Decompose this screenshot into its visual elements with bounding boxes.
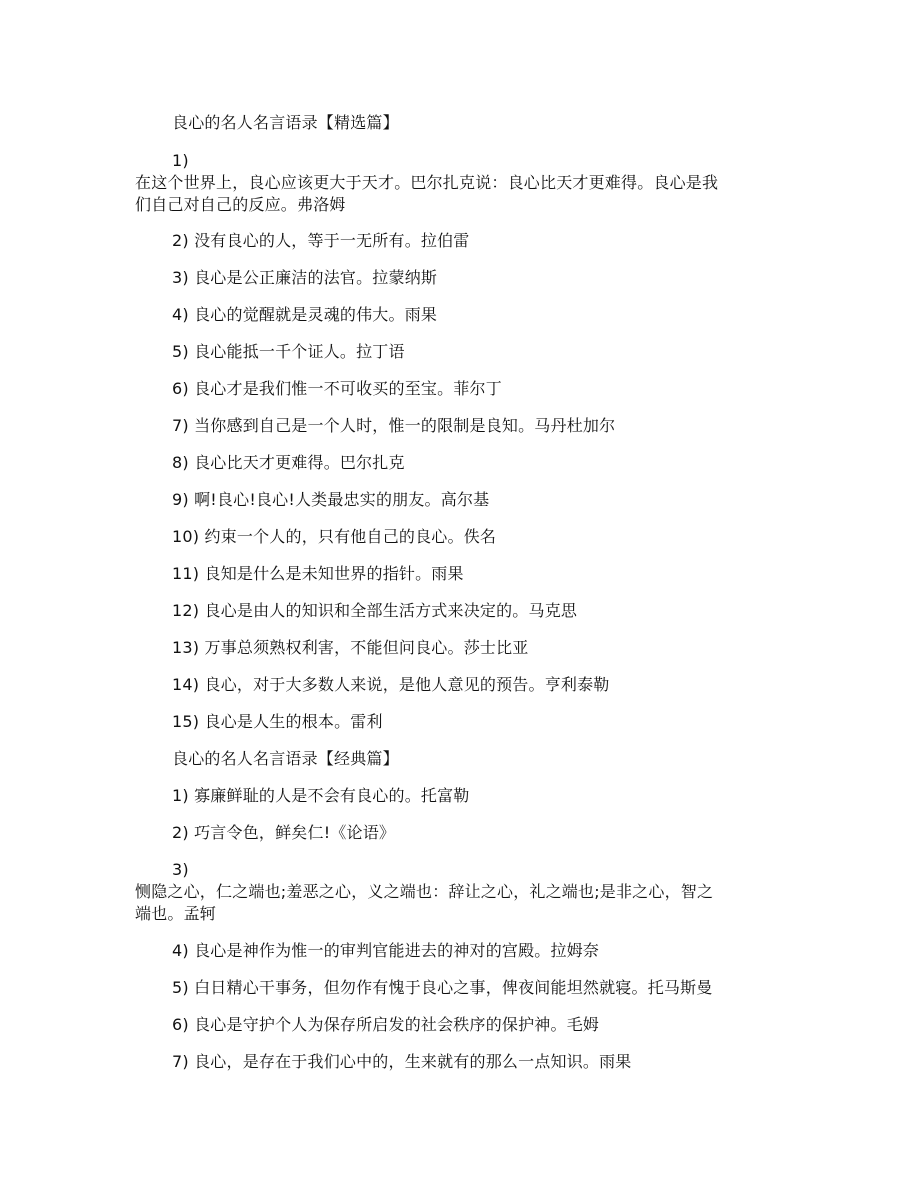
quote-text-line: 在这个世界上，良心应该更大于天才。巴尔扎克说：良心比天才更难得。良心是我 [135,173,719,192]
quote-item: 9) 啊!良心!良心!人类最忠实的朋友。高尔基 [172,490,490,509]
quote-item: 14) 良心，对于大多数人来说，是他人意见的预告。亨利泰勒 [172,675,610,694]
quote-item: 8) 良心比天才更难得。巴尔扎克 [172,453,405,472]
section-heading-classic: 良心的名人名言语录【经典篇】 [172,749,399,768]
quote-item: 15) 良心是人生的根本。雷利 [172,712,383,731]
quote-item: 1) 寡廉鲜耻的人是不会有良心的。托富勒 [172,786,470,805]
quote-number: 3) [172,860,189,879]
quote-item: 3) 良心是公正廉洁的法官。拉蒙纳斯 [172,268,438,287]
quote-number: 1) [172,151,189,170]
quote-item: 10) 约束一个人的，只有他自己的良心。佚名 [172,527,497,546]
quote-item: 6) 良心是守护个人为保存所启发的社会秩序的保护神。毛姆 [172,1015,600,1034]
quote-item: 2) 巧言令色，鲜矣仁!《论语》 [172,823,396,842]
section-heading-selected: 良心的名人名言语录【精选篇】 [172,113,399,132]
quote-text-line: 们自己对自己的反应。弗洛姆 [135,195,346,214]
quote-item: 4) 良心是神作为惟一的审判官能进去的神对的宫殿。拉姆奈 [172,941,600,960]
quote-text-line: 端也。孟轲 [135,904,217,923]
quote-item: 5) 白日精心干事务，但勿作有愧于良心之事，俾夜间能坦然就寝。托马斯曼 [172,978,713,997]
quote-item: 12) 良心是由人的知识和全部生活方式来决定的。马克思 [172,601,578,620]
quote-item: 5) 良心能抵一千个证人。拉丁语 [172,342,405,361]
quote-item: 7) 良心，是存在于我们心中的，生来就有的那么一点知识。雨果 [172,1052,632,1071]
quote-item: 6) 良心才是我们惟一不可收买的至宝。菲尔丁 [172,379,502,398]
quote-item: 2) 没有良心的人，等于一无所有。拉伯雷 [172,231,470,250]
quote-item: 7) 当你感到自己是一个人时，惟一的限制是良知。马丹杜加尔 [172,416,616,435]
quote-item: 13) 万事总须熟权利害，不能但问良心。莎士比亚 [172,638,529,657]
quote-text-line: 恻隐之心，仁之端也;羞恶之心，义之端也：辞让之心，礼之端也;是非之心，智之 [135,882,714,901]
quote-item: 11) 良知是什么是未知世界的指针。雨果 [172,564,464,583]
quote-item: 4) 良心的觉醒就是灵魂的伟大。雨果 [172,305,438,324]
